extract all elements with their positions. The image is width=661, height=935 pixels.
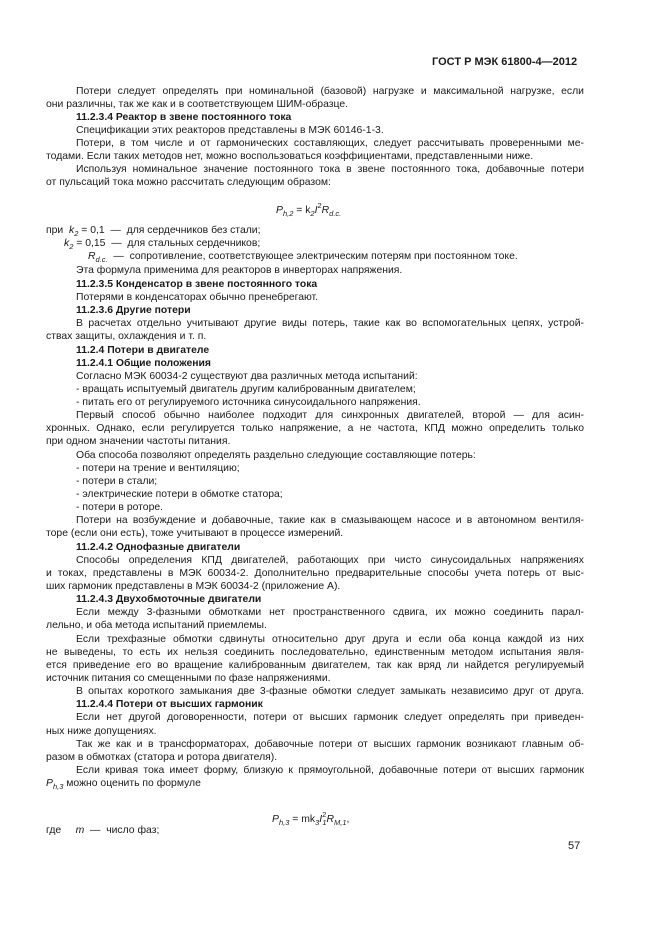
text-line: и токах, представлены в МЭК 60034-2. Дополнительно предварительные способы учета потерь от выс-: [46, 568, 584, 579]
text-line: разом в обмотках (статора и ротора двигателя).: [46, 752, 278, 763]
list-item: - электрические потери в обмотке статора;: [76, 489, 283, 500]
text-line: Если кривая тока имеет форму, близкую к прямоугольной, добавочные потери от высших гармоник: [76, 765, 584, 776]
text-line: Используя номинальное значение постоянного тока в звене постоянного тока, добавочные потери: [76, 164, 584, 175]
document-header: ГОСТ Р МЭК 61800-4—2012: [432, 56, 578, 68]
text-line: В опытах короткого замыкания две 3-фазные обмотки следует замыкать независимо друг от друга.: [76, 686, 584, 697]
section-heading: 11.2.4.3 Двухобмоточные двигатели: [76, 594, 262, 605]
section-heading: 11.2.4.4 Потери от высших гармоник: [76, 699, 263, 710]
text-line: Способы определения КПД двигателей, работающих при чисто синусоидальных напряжениях: [76, 555, 584, 566]
formula-ph2: $P_{h,2} = k_2I^2R_{d.c.}$: [276, 201, 342, 218]
text-line: Так же как и в трансформаторах, добавочные потери от высших гармоник возникают главным об-: [76, 739, 584, 750]
text-line: торе (если они есть), тоже учитывают в процессе измерений.: [46, 528, 344, 539]
section-heading: 11.2.3.4 Реактор в звене постоянного тока: [76, 112, 292, 123]
ph3-symbol: P: [46, 778, 53, 789]
section-heading: 11.2.4.2 Однофазные двигатели: [76, 542, 241, 553]
text-line: Потери следует определять при номинальной (базовой) нагрузке и максимальной нагрузке, если: [76, 86, 584, 97]
text-line: лельно, и оба метода испытаний приемлемы.: [46, 620, 267, 631]
list-item: - вращать испытуемый двигатель другим калиброванным двигателем;: [76, 384, 416, 395]
text-line: Спецификации этих реакторов представлены в МЭК 60146-1-3.: [76, 125, 384, 136]
text-line: Если между 3-фазными обмотками нет пространственного сдвига, их можно соединить парал-: [76, 607, 584, 618]
text-line: Если нет другой договоренности, потери от высших гармоник следует определять при приведен-: [76, 712, 584, 723]
text-line: Потери на возбуждение и добавочные, такие как в смазывающем насосе и в автономном вентиля-: [76, 515, 584, 526]
text-line: Если трехфазные обмотки сдвинуты относительно друг друга и если оба конца каждой из них: [76, 634, 584, 645]
text-line: Потерями в конденсаторах обычно пренебрегают.: [76, 292, 319, 303]
text-line: ших гармоник представлены в МЭК 60034-2 (приложение А).: [46, 581, 341, 592]
definition-rdc: $R_{d.c.}$ — сопротивление, соответствующее электрическим потерям при постоянном токе.: [88, 251, 518, 264]
text-line: не выведены, то есть их нельзя соединить последовательно, единственным методом испытания явля-: [46, 647, 584, 658]
text-line: от пульсаций тока можно рассчитать следующим образом:: [46, 177, 331, 188]
text-line: они различны, так же как и в соответствующем ШИМ-образце.: [46, 99, 349, 110]
text-line: Потери, в том числе и от гармонических составляющих, следует рассчитывать проверенными ме-: [76, 138, 584, 149]
text-line: Первый способ обычно наиболее подходит для синхронных двигателей, второй — для асин-: [76, 410, 584, 421]
text-line: Эта формула применима для реакторов в инверторах напряжения.: [76, 265, 403, 276]
text-line: при одном значении частоты питания.: [46, 436, 231, 447]
section-heading: 11.2.4.1 Общие положения: [76, 358, 211, 369]
list-item: - потери в роторе.: [76, 502, 164, 513]
section-heading: 11.2.3.5 Конденсатор в звене постоянного тока: [76, 279, 318, 290]
text-line: тодами. Если таких методов нет, можно воспользоваться коэффициентами, представленными ниже.: [46, 151, 534, 162]
text-line: Согласно МЭК 60034-2 существуют два различных метода испытаний:: [76, 371, 418, 382]
text-line: ствах защиты, охлаждения и т. п.: [46, 331, 207, 342]
text-line: ных ниже допущениях.: [46, 726, 157, 737]
section-heading: 11.2.4 Потери в двигателе: [76, 345, 210, 356]
definition-k2-01: при $k_2 = 0,1$ — для сердечников без стали;: [46, 225, 261, 238]
page-number: 57: [568, 840, 581, 852]
list-item: - потери в стали;: [76, 476, 158, 487]
text-line: ется приведение его во вращение калиброванным двигателем, так как вряд ли найдется регулируемый: [46, 660, 584, 671]
text-line: хронных. Однако, если регулируется только напряжение, а не частота, КПД можно определить только: [46, 423, 584, 434]
text-line: источник питания со смещенными по фазе напряжениями.: [46, 673, 331, 684]
section-heading: 11.2.3.6 Другие потери: [76, 305, 191, 316]
text-line: $P_{h,3}$ можно оценить по формуле: [46, 778, 201, 791]
list-item: - питать его от регулируемого источника синусоидального напряжения.: [76, 397, 421, 408]
text-line: Оба способа позволяют определять раздельно следующие составляющие потерь:: [76, 450, 476, 461]
definition-k2-015: $k_2 = 0,15$ — для стальных сердечников;: [64, 238, 261, 251]
list-item: - потери на трение и вентиляцию;: [76, 463, 240, 474]
text-line: В расчетах отдельно учитывают другие виды потерь, такие как во вспомогательных цепях, устрой-: [76, 318, 584, 329]
formula-ph3: $P_{h,3} = mk_3I^2_1R_{M,1}$,: [272, 810, 350, 827]
definition-m: где m — число фаз;: [46, 825, 160, 836]
